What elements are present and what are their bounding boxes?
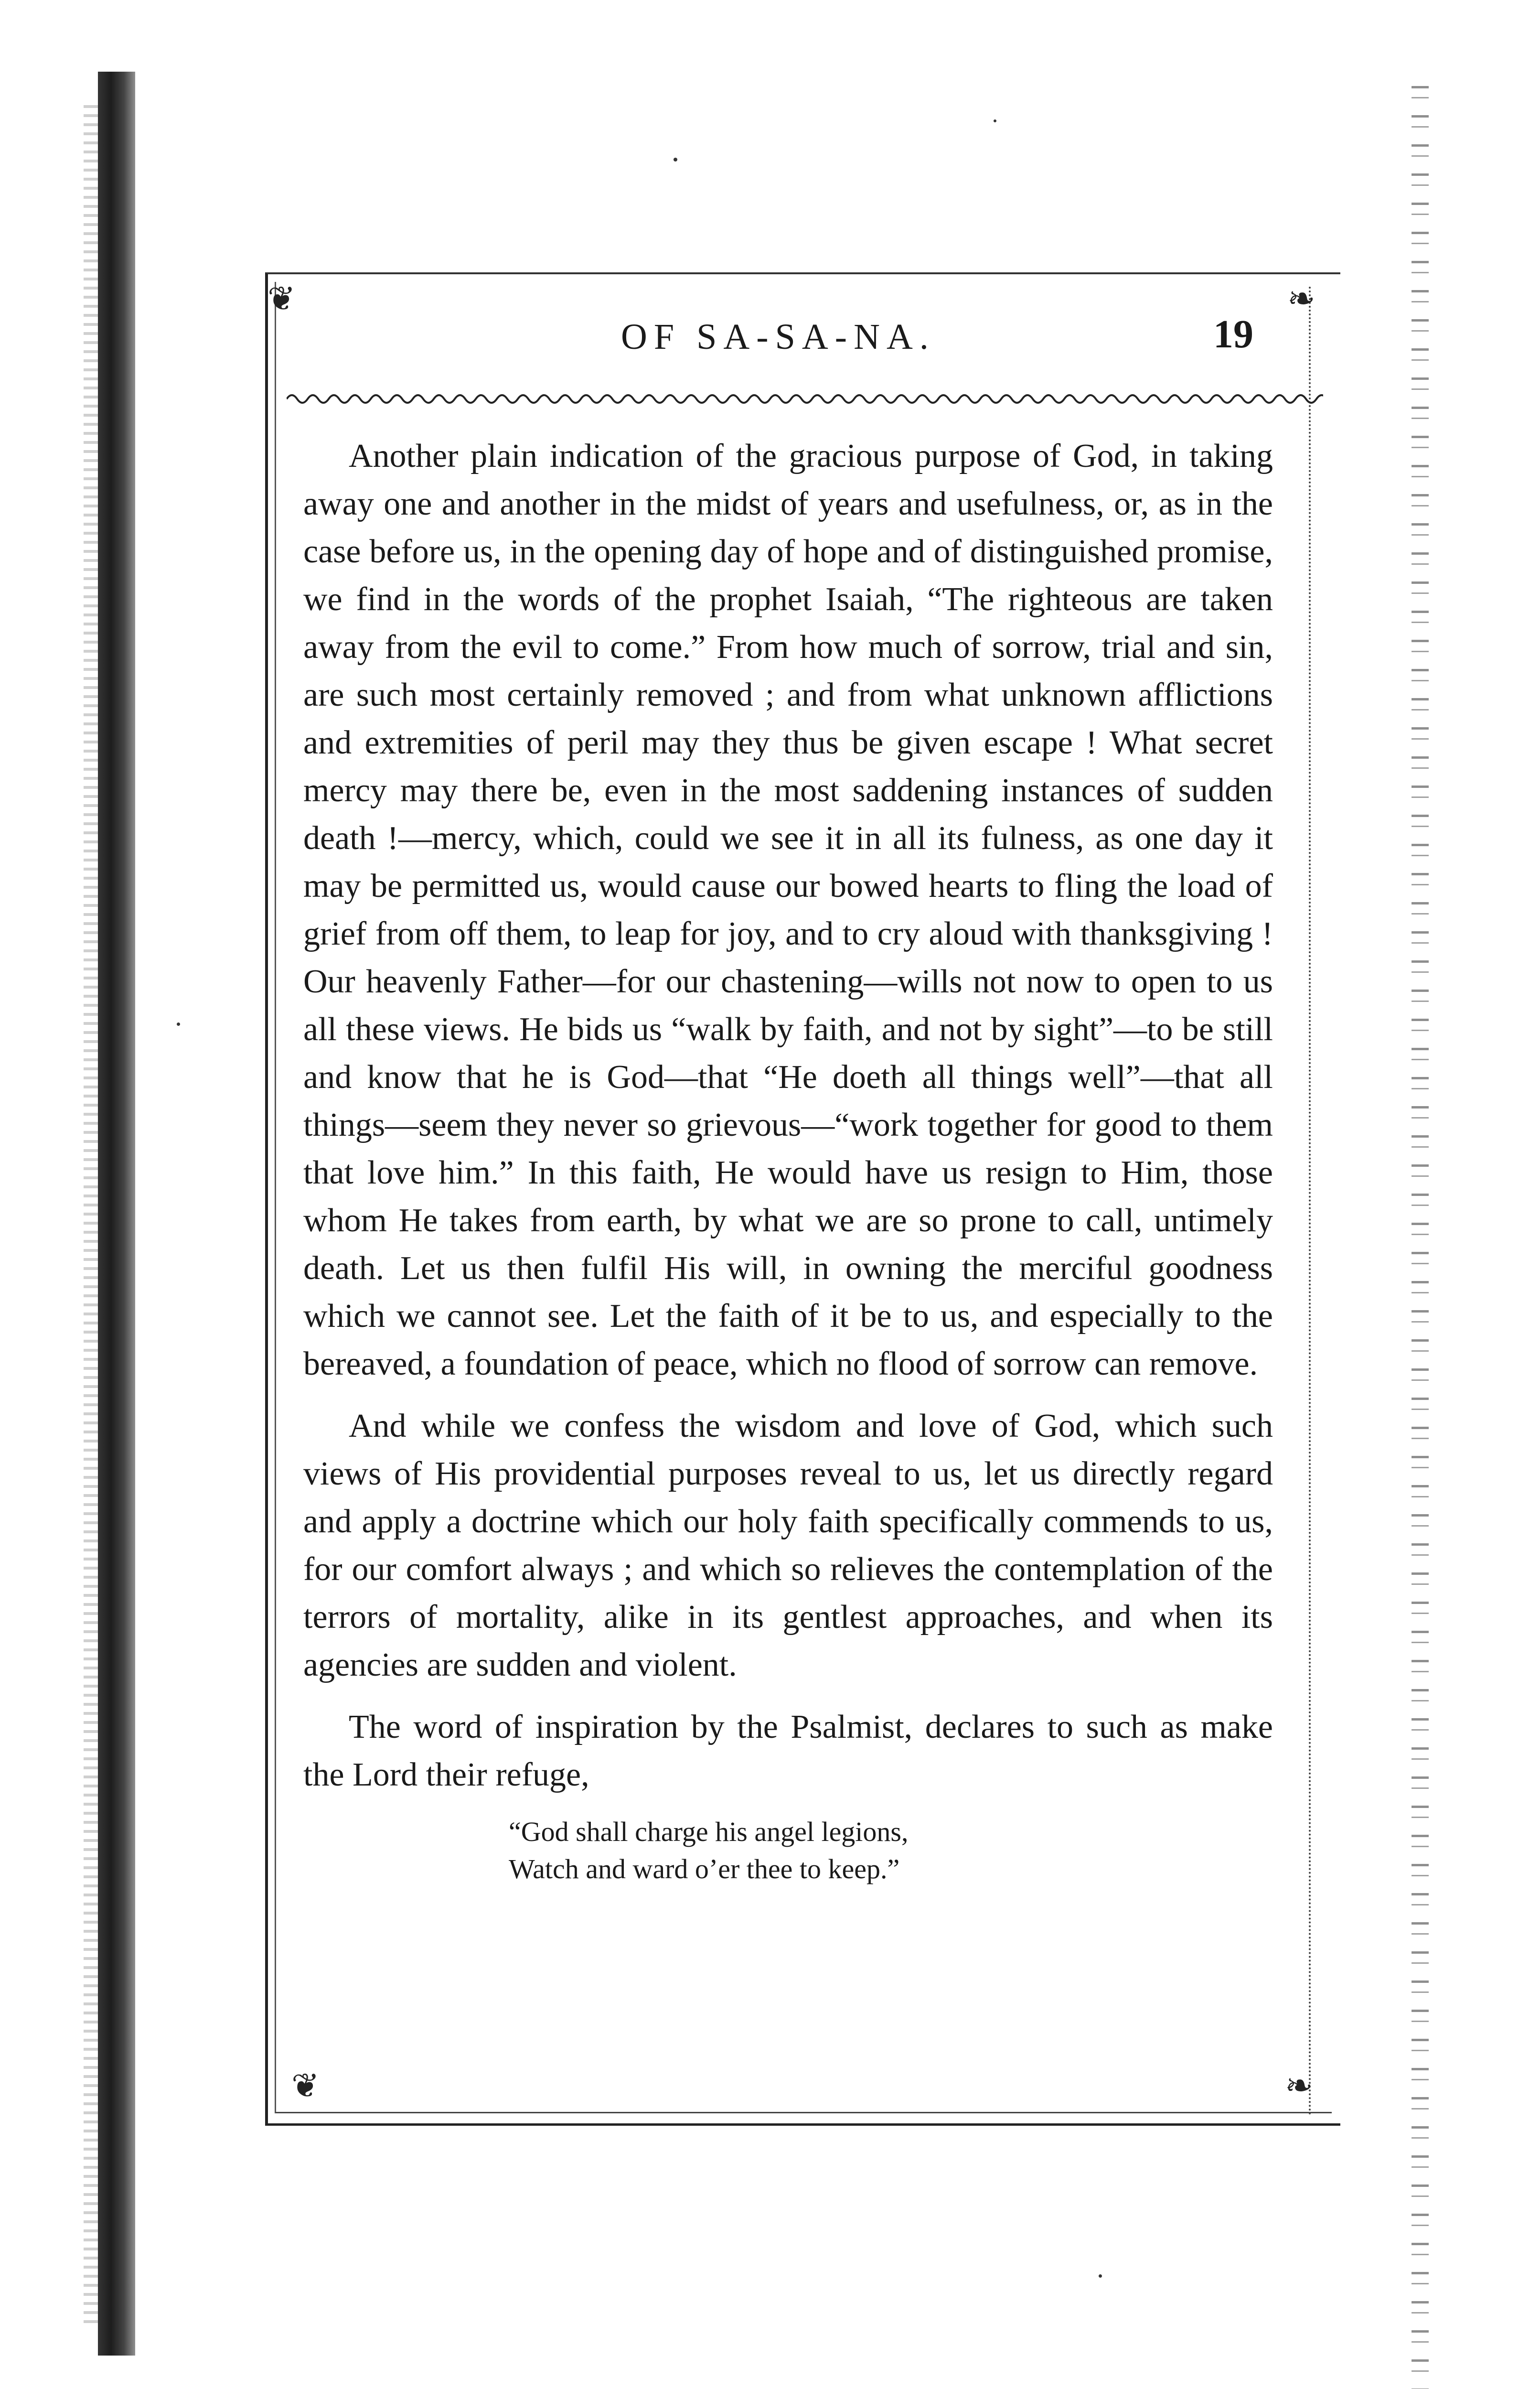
scan-speck [177, 1022, 180, 1026]
page-frame-right-border [1309, 287, 1311, 2117]
verse-line: “God shall charge his angel legions, [509, 1816, 909, 1847]
scan-binding-edge [98, 72, 135, 2356]
paragraph: Another plain indication of the gracious purpose of God, in taking away one and another in the midst of years and usefulness, or, as in the case before us, in the opening day of hope and of distinguished promise, we find in the words of the prophet Isaiah, “The righteous are taken away from the evil to come.” From how much of sorrow, trial and sin, are such most certainly removed ; and from what unknown afflictions and extremities of peril may they thus be given escape ! What secret mercy may there be, even in the most saddening instances of sudden death !—mercy, which, could we see it in all its fulness, as one day it may be permitted us, would cause our bowed hearts to fling the load of grief from off them, to leap for joy, and to cry aloud with thanksgiving ! Our heavenly Father—for our chastening—wills not now to open to us all these views. He bids us “walk by faith, and not by sight”—to be still and know that he is God—that “He doeth all things well”—that all things—seem they never so grievous—“work together for good to them that love him.” In this faith, He would have us resign to Him, those whom He takes from earth, by what we are so prone to call, untimely death. Let us then fulfil His will, in owning the merciful goodness which we cannot see. Let the faith of it be to us, and especially to the bereaved, a foundation of peace, which no flood of sorrow can remove. [303, 438, 1273, 1382]
corner-ornament-icon: ❦ [267, 279, 296, 318]
scan-speck [674, 158, 677, 161]
paragraph: And while we confess the wisdom and love of God, which such views of His providential purposes reveal to us, let us directly regard and apply a doctrine which our holy faith specifically commends to us, for our comfort always ; and which so relieves the contemplation of the terrors of mortality, alike in its gentlest approaches, and when its agencies are sudden and violent. [303, 1408, 1273, 1683]
page-number: 19 [1213, 312, 1253, 356]
running-head: OF SA-SA-NA. [621, 317, 935, 357]
corner-ornament-icon: ❦ [291, 2066, 320, 2105]
scan-speck [994, 119, 996, 122]
corner-ornament-icon: ❧ [1287, 279, 1315, 318]
paragraph: The word of inspiration by the Psalmist, declares to such as make the Lord their refuge, [303, 1709, 1273, 1793]
scan-speck [1099, 2274, 1102, 2278]
verse-quotation [509, 1813, 1273, 1888]
corner-ornament-icon: ❧ [1285, 2066, 1313, 2105]
scan-binding-shadow [84, 105, 98, 2327]
wavy-rule-divider [287, 389, 1323, 409]
verse-line: Watch and ward o’er thee to keep.” [509, 1853, 900, 1884]
body-text [303, 432, 1273, 1888]
scan-right-edge [1412, 86, 1429, 2389]
